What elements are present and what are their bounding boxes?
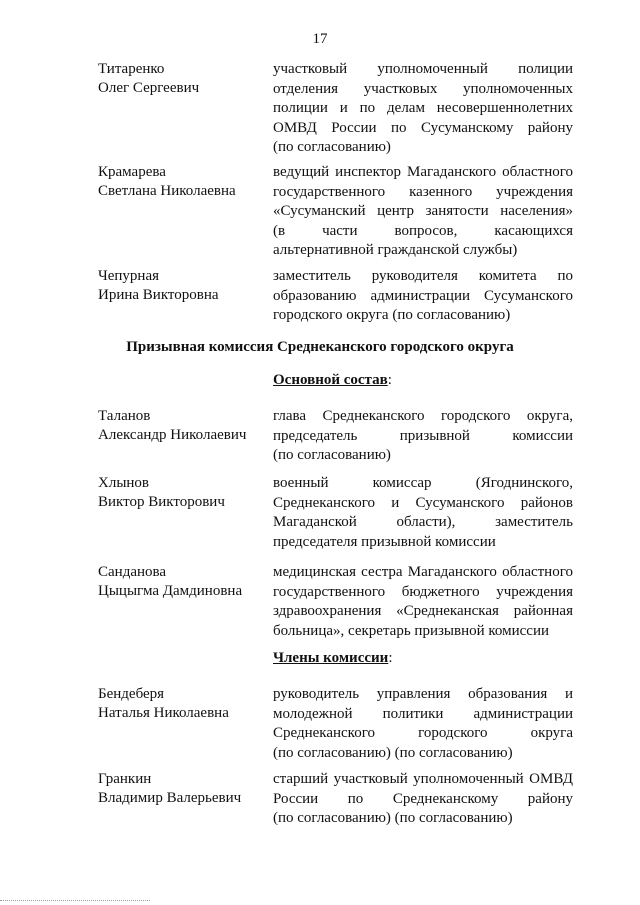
person-role <box>273 407 573 466</box>
person-given-names: Светлана Николаевна <box>98 183 236 199</box>
person-given-names: Виктор Викторович <box>98 494 225 510</box>
page-number: 17 <box>312 31 328 47</box>
role-line: ОМВД России по Сусуманскому району <box>273 119 573 136</box>
main-composition-colon: : <box>387 372 392 388</box>
role-line: участковый уполномоченный полиции <box>273 61 573 77</box>
person-surname: Титаренко <box>98 61 165 77</box>
person-given-names: Цыцыгма Дамдиновна <box>98 583 243 599</box>
role-line: Среднеканского городского округа <box>273 725 573 742</box>
role-line: городского округа (по согласованию) <box>273 307 511 324</box>
person-given-names: Олег Сергеевич <box>98 80 200 96</box>
person-given-names: Александр Николаевич <box>98 427 247 443</box>
person-surname: Хлынов <box>98 475 150 491</box>
role-line: (по согласованию) <box>273 447 391 464</box>
role-line: заместитель руководителя комитета по <box>273 268 573 284</box>
person-given-names: Владимир Валерьевич <box>98 790 242 806</box>
members-label: Члены комиссии <box>273 650 389 666</box>
main-composition-label: Основной состав <box>273 372 388 388</box>
person-name <box>98 267 263 305</box>
role-line: альтернативной гражданской службы) <box>273 242 518 259</box>
role-line: военный комиссар (Ягоднинского, <box>273 475 573 491</box>
role-line: старший участковый уполномоченный ОМВД <box>273 771 573 787</box>
role-line: Среднеканского и Сусуманского районов <box>273 494 573 511</box>
person-name <box>98 474 263 512</box>
person-name <box>98 407 263 445</box>
person-name <box>98 60 263 98</box>
members-colon: : <box>388 650 393 666</box>
role-line: медицинская сестра Магаданского областного <box>273 564 573 580</box>
person-name <box>98 563 263 601</box>
person-role <box>273 563 573 641</box>
person-role <box>273 685 573 763</box>
main-composition-heading <box>273 372 392 389</box>
person-role <box>273 163 573 261</box>
role-line: России по Среднеканскому району <box>273 790 573 807</box>
role-line: глава Среднеканского городского округа, <box>273 408 573 424</box>
role-line: государственного казенного учреждения <box>273 183 573 200</box>
role-line: государственного бюджетного учреждения <box>273 583 573 600</box>
person-role <box>273 60 573 158</box>
role-line: полиции и по делам несовершеннолетних <box>273 100 573 117</box>
person-surname: Санданова <box>98 564 167 580</box>
role-line: (по согласованию) <box>273 139 391 156</box>
role-line: «Сусуманский центр занятости населения» <box>273 203 573 220</box>
role-line: молодежной политики администрации <box>273 705 573 722</box>
person-role <box>273 770 573 829</box>
person-name <box>98 770 263 808</box>
role-line: (по согласованию) (по согласованию) <box>273 810 513 827</box>
members-heading <box>273 650 392 667</box>
person-name <box>98 685 263 723</box>
person-surname: Гранкин <box>98 771 152 787</box>
role-line: Магаданской области), заместитель <box>273 514 573 531</box>
role-line: (в части вопросов, касающихся <box>273 222 573 239</box>
role-line: председатель призывной комиссии <box>273 427 573 444</box>
person-surname: Бендеберя <box>98 686 165 702</box>
footer-rule <box>0 900 150 902</box>
person-role <box>273 267 573 326</box>
role-line: отделения участковых уполномоченных <box>273 80 573 97</box>
person-role <box>273 474 573 552</box>
person-name <box>98 163 263 201</box>
commission-heading: Призывная комиссия Среднеканского городского округа <box>126 339 514 355</box>
person-given-names: Наталья Николаевна <box>98 705 229 721</box>
person-surname: Таланов <box>98 408 151 424</box>
role-line: больница», секретарь призывной комиссии <box>273 622 550 639</box>
role-line: образованию администрации Сусуманского <box>273 287 573 304</box>
role-line: председателя призывной комиссии <box>273 533 496 550</box>
person-given-names: Ирина Викторовна <box>98 287 219 303</box>
role-line: (по согласованию) (по согласованию) <box>273 744 513 761</box>
role-line: здравоохранения «Среднеканская районная <box>273 603 573 620</box>
role-line: ведущий инспектор Магаданского областного <box>273 164 573 180</box>
role-line: руководитель управления образования и <box>273 686 573 702</box>
person-surname: Чепурная <box>98 268 160 284</box>
person-surname: Крамарева <box>98 164 166 180</box>
